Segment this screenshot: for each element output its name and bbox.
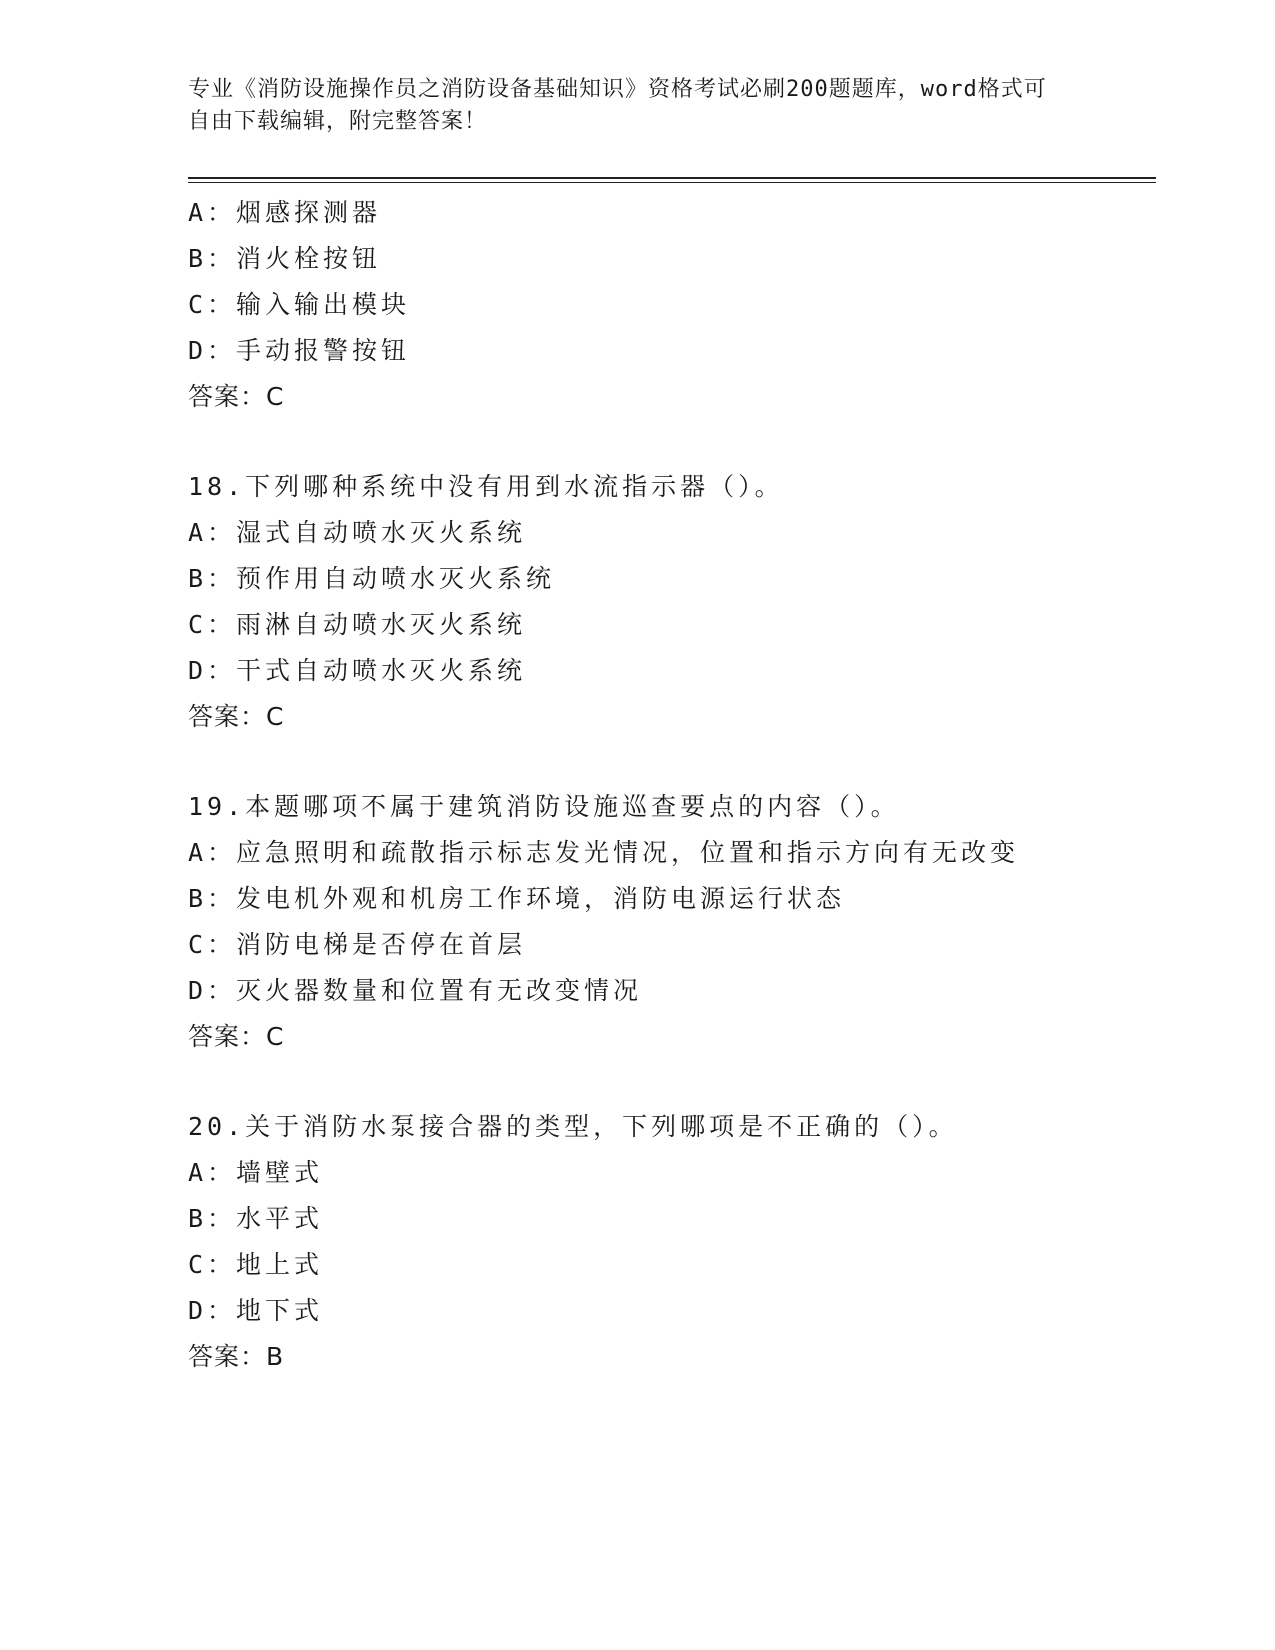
option-c: C：消防电梯是否停在首层 <box>188 930 527 959</box>
option-c: C：地上式 <box>188 1250 324 1279</box>
question-block-20 <box>188 1104 1148 1380</box>
option-c: C：雨淋自动喷水灭火系统 <box>188 610 527 639</box>
option-c: C：输入输出模块 <box>188 290 411 319</box>
option-d: D：手动报警按钮 <box>188 336 411 365</box>
question-block-18 <box>188 464 1148 740</box>
option-a: A：应急照明和疏散指示标志发光情况，位置和指示方向有无改变 <box>188 838 1020 867</box>
option-a: A：墙壁式 <box>188 1158 324 1187</box>
question-stem: 18.下列哪种系统中没有用到水流指示器（）。 <box>188 472 784 501</box>
option-a: A：烟感探测器 <box>188 198 382 227</box>
option-b: B：水平式 <box>188 1204 324 1233</box>
option-b: B：消火栓按钮 <box>188 244 382 273</box>
answer: 答案：C <box>188 382 285 411</box>
option-a: A：湿式自动喷水灭火系统 <box>188 518 527 547</box>
option-b: B：预作用自动喷水灭火系统 <box>188 564 556 593</box>
option-d: D：地下式 <box>188 1296 324 1325</box>
option-d: D：灭火器数量和位置有无改变情况 <box>188 976 643 1005</box>
option-b: B：发电机外观和机房工作环境，消防电源运行状态 <box>188 884 846 913</box>
question-stem: 20.关于消防水泵接合器的类型，下列哪项是不正确的（）。 <box>188 1112 958 1141</box>
question-block-continued <box>188 190 1148 420</box>
option-d: D：干式自动喷水灭火系统 <box>188 656 527 685</box>
answer: 答案：C <box>188 702 285 731</box>
question-list <box>188 190 1148 1380</box>
question-block-19 <box>188 784 1148 1060</box>
question-stem: 19.本题哪项不属于建筑消防设施巡查要点的内容（）。 <box>188 792 900 821</box>
header-divider-thin <box>188 182 1156 183</box>
header-divider-thick <box>188 177 1156 179</box>
document-header: 专业《消防设施操作员之消防设备基础知识》资格考试必刷200题题库，word格式可自由下载编辑，附完整答案！ <box>188 77 1047 134</box>
answer: 答案：B <box>188 1342 285 1371</box>
answer: 答案：C <box>188 1022 285 1051</box>
